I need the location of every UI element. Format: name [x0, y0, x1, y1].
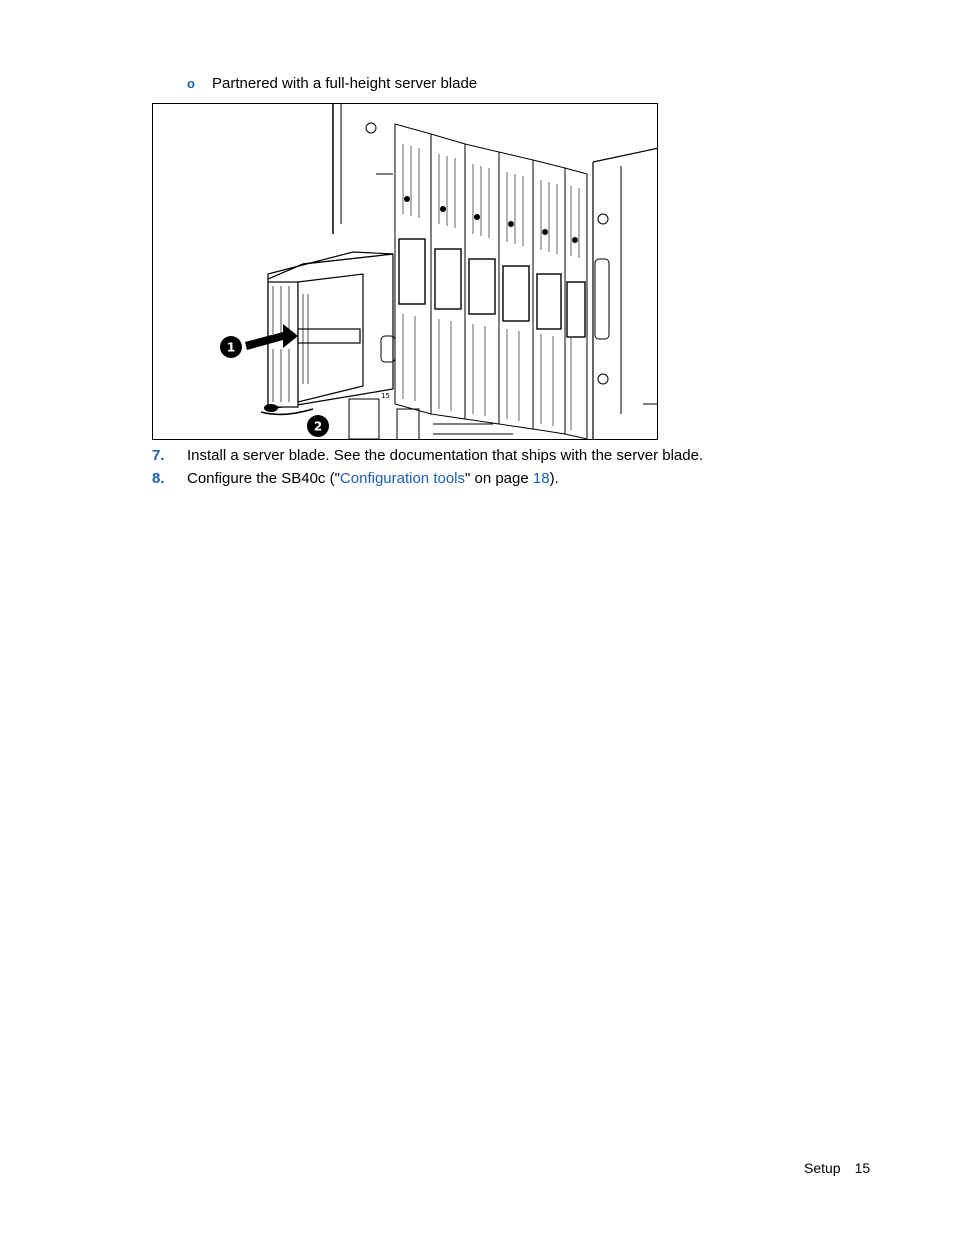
footer-page-number: 15: [854, 1160, 871, 1176]
bullet-marker: o: [187, 76, 195, 91]
callout-2: 2: [313, 419, 323, 434]
slot-number-label: 15: [381, 392, 390, 400]
page-footer: [804, 1158, 870, 1178]
step-text-suffix: ).: [549, 470, 559, 487]
blade-install-drawing: [153, 104, 658, 440]
configuration-tools-link[interactable]: Configuration tools: [339, 470, 465, 487]
bullet-text: Partnered with a full-height server blade: [212, 75, 478, 92]
step-text: Install a server blade. See the documentation that ships with the server blade.: [187, 447, 704, 464]
footer-section: Setup: [804, 1160, 841, 1176]
step-text: [187, 469, 559, 489]
enclosure-illustration: [152, 103, 658, 440]
step-text-prefix: Configure the SB40c (": [187, 470, 340, 487]
step-text-middle: " on page: [465, 470, 533, 487]
step-number: 7.: [152, 447, 165, 464]
step-number: 8.: [152, 470, 165, 487]
callout-1: 1: [226, 340, 236, 355]
page-reference-link[interactable]: 18: [532, 470, 550, 487]
